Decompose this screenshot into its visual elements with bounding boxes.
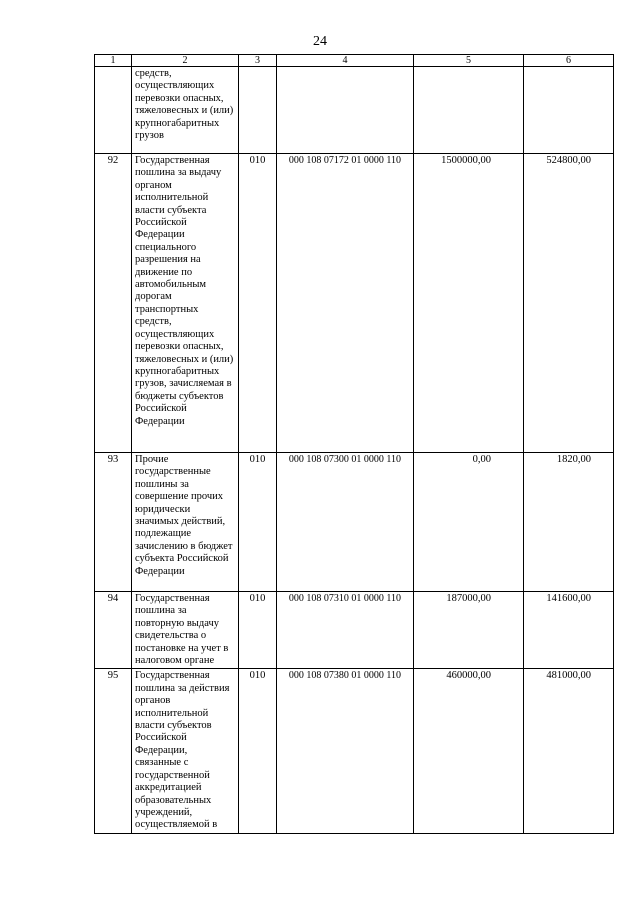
page-number: 24 (313, 34, 327, 49)
budget-classification-code: 000 108 07310 01 0000 110 (277, 592, 414, 669)
column-header: 4 (277, 55, 414, 67)
actual-amount: 141600,00 (524, 592, 614, 669)
planned-amount: 460000,00 (414, 669, 524, 833)
budget-classification-code: 000 108 07380 01 0000 110 (277, 669, 414, 833)
admin-code: 010 (239, 669, 277, 833)
row-number: 94 (95, 592, 132, 669)
revenue-name: средств, осуществляющих перевозки опасных, тяжеловесных и (или) крупногабаритных грузов (132, 67, 239, 154)
actual-amount (524, 67, 614, 154)
column-header: 3 (239, 55, 277, 67)
revenue-name: Государственная пошлина за повторную выдачу свидетельства о постановке на учет в налоговом органе (132, 592, 239, 669)
actual-amount: 481000,00 (524, 669, 614, 833)
actual-amount: 1820,00 (524, 453, 614, 592)
budget-classification-code (277, 67, 414, 154)
actual-amount: 524800,00 (524, 154, 614, 453)
budget-classification-code: 000 108 07172 01 0000 110 (277, 154, 414, 453)
admin-code: 010 (239, 154, 277, 453)
planned-amount: 0,00 (414, 453, 524, 592)
planned-amount: 1500000,00 (414, 154, 524, 453)
planned-amount: 187000,00 (414, 592, 524, 669)
planned-amount (414, 67, 524, 154)
admin-code (239, 67, 277, 154)
table-row (95, 669, 614, 833)
table-row (95, 67, 614, 154)
revenue-name: Государственная пошлина за действия органов исполнительной власти субъектов Российской Федерации, связанные с государственной аккредитацией образовательных учреждений, осуществляемой в (132, 669, 239, 833)
column-header: 5 (414, 55, 524, 67)
revenue-name: Государственная пошлина за выдачу органом исполнительной власти субъекта Российской Федерации специального разрешения на движение по автомобильным дорогам транспортных средств, осуществляющих перевозки опасных, тяжеловесных и (или) крупногабаритных грузов, зачисляемая в бюджеты субъектов Российской Федерации (132, 154, 239, 453)
admin-code: 010 (239, 592, 277, 669)
column-header: 6 (524, 55, 614, 67)
budget-classification-code: 000 108 07300 01 0000 110 (277, 453, 414, 592)
table-row (95, 592, 614, 669)
row-number: 92 (95, 154, 132, 453)
table-row (95, 154, 614, 453)
revenue-name: Прочие государственные пошлины за совершение прочих юридически значимых действий, подлежащие зачислению в бюджет субъекта Российской Федерации (132, 453, 239, 592)
row-number (95, 67, 132, 154)
revenue-table (94, 54, 614, 834)
admin-code: 010 (239, 453, 277, 592)
row-number: 93 (95, 453, 132, 592)
column-header: 1 (95, 55, 132, 67)
column-header: 2 (132, 55, 239, 67)
table-header-row (95, 55, 614, 67)
row-number: 95 (95, 669, 132, 833)
table-row (95, 453, 614, 592)
